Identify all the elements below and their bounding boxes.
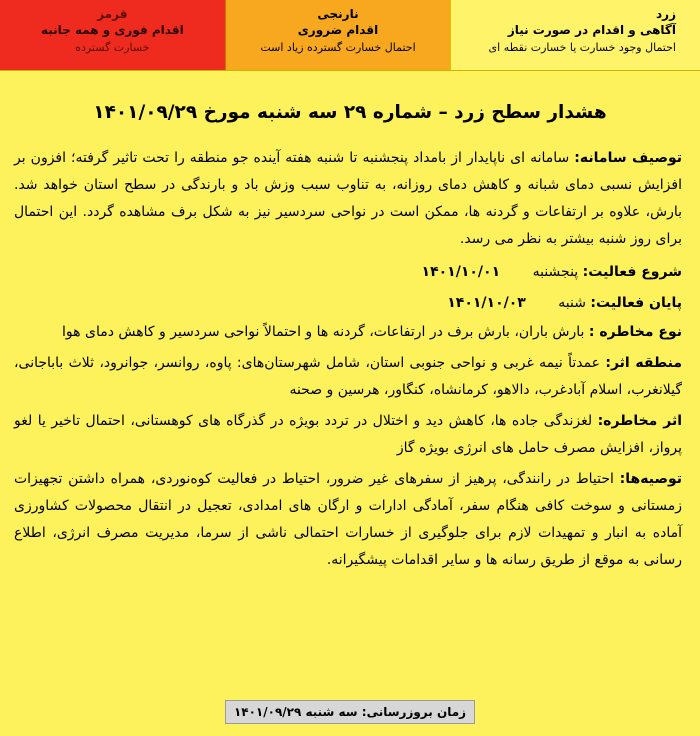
end-label: پایان فعالیت: (590, 295, 682, 311)
legend-orange-name: نارنجی (317, 7, 359, 21)
affected-area (14, 350, 682, 404)
start-date: ۱۴۰۱/۱۰/۰۱ (421, 264, 501, 280)
system-label: توصیف سامانه: (574, 150, 683, 166)
start-row (14, 257, 682, 288)
legend-yellow-name: زرد (656, 7, 676, 21)
legend-orange (225, 0, 451, 70)
affected-area-text: عمدتاً نیمه غربی و نواحی جنوبی استان، شامل شهرستان‌های: پاوه، روانسر، جوانرود، ثلاث باباجانی، گیلانغرب، اسلام آبادغرب، دالاهو، کرمانشاه، کنگاور، هرسین و صحنه (14, 355, 682, 398)
affected-area-label: منطقه اثر: (605, 355, 683, 371)
legend-orange-action: اقدام ضروری (297, 23, 379, 37)
hazard-type (14, 319, 682, 346)
system-text: سامانه ای ناپایدار از بامداد پنجشنبه تا شنبه هفته آینده جو منطقه را تحت تاثیر گرفته؛ افزون بر افزایش نسبی دمای شبانه و کاهش دمای روزانه، به تناوب سبب وزش باد و بارندگی در سطح استان خواهد شد. بارش، علاوه بر ارتفاعات و گردنه ها، ممکن است در نواحی سردسیر نیز به شکل برف مشاهده گردد. این احتمال برای روز شنبه بیشتر به نظر می رسد. (14, 150, 682, 247)
legend-yellow (450, 0, 700, 70)
legend-yellow-desc: احتمال وجود خسارت یا خسارت نقطه ای (488, 41, 676, 54)
update-time: زمان بروزرسانی: سه شنبه ۱۴۰۱/۰۹/۲۹ (225, 700, 475, 724)
warning-title: هشدار سطح زرد – شماره ۲۹ سه شنبه مورخ ۱۴۰۱/۰۹/۲۹ (93, 102, 607, 123)
start-day: پنجشنبه (532, 264, 579, 280)
end-row (14, 288, 682, 319)
legend-red-name: قرمز (97, 7, 128, 21)
warning-body (0, 145, 700, 574)
recommendations-label: توصیه‌ها: (619, 471, 683, 487)
system-description (14, 145, 682, 253)
hazard-effect (14, 408, 682, 462)
hazard-type-label: نوع مخاطره : (588, 324, 682, 340)
legend-yellow-action: آگاهی و اقدام در صورت نیاز (507, 23, 676, 37)
recommendations (14, 466, 682, 574)
legend-red (0, 0, 225, 70)
recommendations-text: احتیاط در رانندگی، پرهیز از سفرهای غیر ضرور، احتیاط در فعالیت کوه‌نوردی، همراه داشتن تجهیزات زمستانی و سوخت کافی هنگام سفر، آمادگی ادارات و ارگان های امدادی، تعجیل در انتقال محصولات کشاورزی آماده به انبار و تمهیدات لازم برای جلوگیری از خسارات احتمالی ناشی از سرما، مدیریت مصرف انرژی، اطلاع رسانی به موقع از طریق رسانه ها و سایر اقدامات پیشگیرانه. (14, 471, 682, 568)
hazard-effect-label: اثر مخاطره: (597, 413, 682, 429)
start-label: شروع فعالیت: (582, 264, 682, 280)
severity-legend (0, 0, 700, 71)
footer (0, 700, 700, 724)
legend-red-action: اقدام فوری و همه جانبه (40, 23, 184, 37)
hazard-effect-text: لغزندگی جاده ها، کاهش دید و اختلال در تردد بویژه در گذرگاه های کوهستانی، احتمال تاخیر یا لغو پرواز، افزایش مصرف حامل های انرژی بویژه گاز (14, 413, 682, 456)
legend-red-desc: خسارت گسترده (75, 41, 150, 54)
end-day: شنبه (558, 295, 586, 311)
end-date: ۱۴۰۱/۱۰/۰۳ (447, 295, 526, 311)
legend-orange-desc: احتمال خسارت گسترده زیاد است (260, 41, 416, 54)
hazard-type-text: بارش باران، بارش برف در ارتفاعات، گردنه ها و احتمالاً نواحی سردسیر و کاهش دمای هوا (62, 324, 585, 340)
